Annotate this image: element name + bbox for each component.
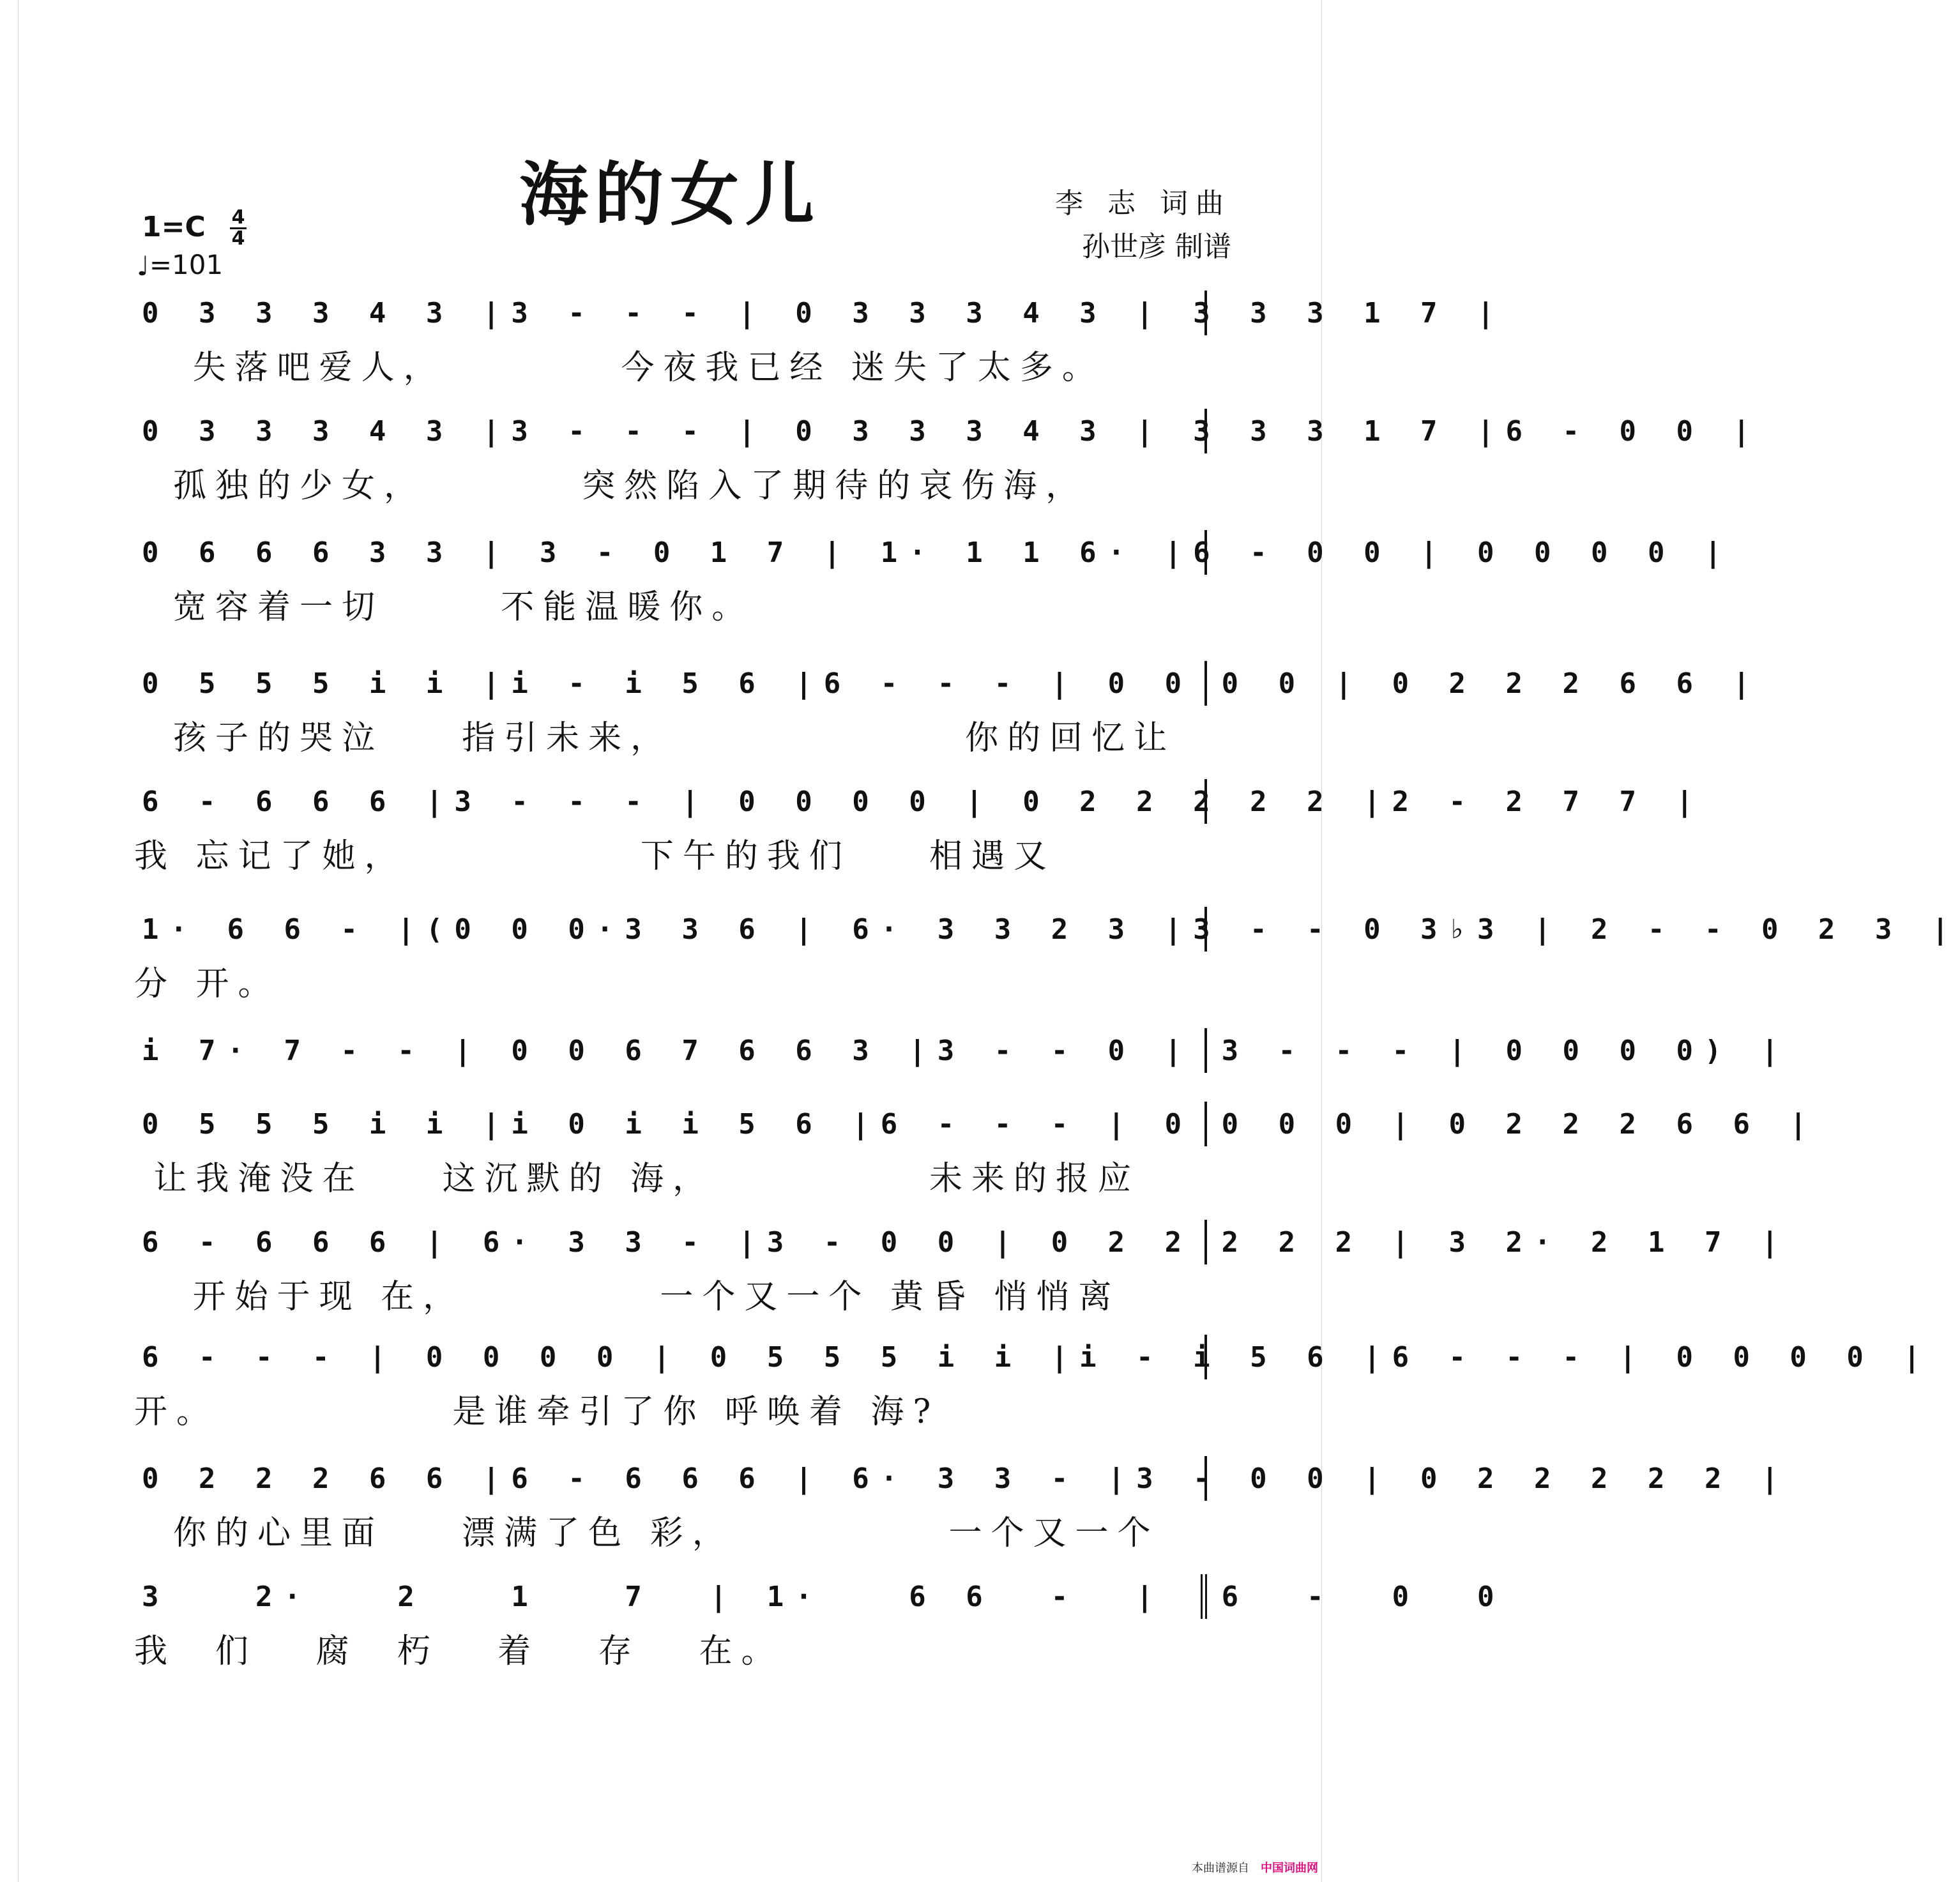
key-signature: 1=C	[142, 211, 206, 243]
score-line-3	[134, 530, 1733, 626]
lyrics: 你的心里面 漂满了色 彩， 一个又一个	[134, 1514, 1160, 1552]
score-line-1	[134, 291, 1506, 387]
credits	[1055, 182, 1231, 269]
lyrics: 让我淹没在 这沉默的 海， 未来的报应	[134, 1160, 1140, 1198]
notation: 0 3 3 3 4 3 |3 - - - | 0 3 3 3 4 3 | 3 3 3 1 7 |	[134, 291, 1207, 335]
notation: 6 - - - | 0 0 0 0 | 0 5 5 5 i i |i - i 5 6 |6 - - - | 0 0 0 0 |	[134, 1335, 1207, 1379]
score-line-12	[134, 1574, 1535, 1671]
time-signature	[230, 208, 247, 248]
lyrics: 分 开。	[134, 965, 280, 1003]
source-site-link[interactable]: 中国词曲网	[1261, 1862, 1318, 1875]
lyrics: 孩子的哭泣 指引未来， 你的回忆让	[134, 719, 1176, 757]
notation: 6 - 6 6 6 |3 - - - | 0 0 0 0 | 0 2 2 2 2 2 |2 - 2 7 7 |	[134, 779, 1207, 824]
source-footer	[1192, 1859, 1318, 1876]
transcriber: 孙世彦 制谱	[1082, 231, 1231, 263]
lyrics: 我 忘记了她， 下午的我们 相遇又	[134, 837, 1056, 876]
tempo-value: =101	[149, 249, 224, 280]
notation: 0 3 3 3 4 3 |3 - - - | 0 3 3 3 4 3 | 3 3 3 1 7 |6 - 0 0 |	[134, 409, 1207, 453]
source-label: 本曲谱源自	[1192, 1862, 1249, 1875]
notation: 0 5 5 5 i i |i 0 i i 5 6 |6 - - - | 0 0 0 0 | 0 2 2 2 6 6 |	[134, 1102, 1207, 1146]
lyrics: 开。 是谁牵引了你 呼唤着 海?	[134, 1393, 940, 1431]
lyrics: 宽容着一切 不能温暖你。	[134, 588, 754, 626]
score-line-8	[134, 1102, 1818, 1198]
score-line-5	[134, 779, 1705, 876]
time-signature-top: 4	[230, 208, 247, 229]
score-line-4	[134, 661, 1761, 757]
song-title: 海的女儿	[519, 155, 821, 235]
quarter-note-icon: ♩	[137, 250, 149, 282]
score-line-9	[134, 1220, 1790, 1316]
notation: 3 2· 2 1 7 | 1· 6 6 - | 6 - 0 0	[134, 1574, 1207, 1619]
tempo-marking	[137, 249, 223, 282]
lyrics: 开始于现 在， 一个又一个 黄昏 悄悄离	[134, 1278, 1121, 1316]
notation: 1· 6 6 - |(0 0 0·3 3 6 | 6· 3 3 2 3 |3 - - 0 3♭3 | 2 - - 0 2 3 |	[134, 907, 1207, 952]
score-line-2	[134, 409, 1761, 505]
lyrics: 我 们 腐 朽 着 存 在。	[134, 1632, 784, 1671]
time-signature-bottom: 4	[231, 227, 245, 250]
lyrics: 失落吧爱人， 今夜我已经 迷失了太多。	[134, 349, 1104, 387]
notation: 0 2 2 2 6 6 |6 - 6 6 6 | 6· 3 3 - |3 - 0 0 | 0 2 2 2 2 2 |	[134, 1456, 1207, 1501]
score-line-10	[134, 1335, 1932, 1431]
lyricist-composer: 李 志 词曲	[1055, 187, 1231, 220]
notation: 0 5 5 5 i i |i - i 5 6 |6 - - - | 0 0 0 0 | 0 2 2 2 6 6 |	[134, 661, 1207, 706]
score-line-6	[134, 907, 1960, 1003]
score-line-11	[134, 1456, 1790, 1552]
lyrics: 孤独的少女， 突然陷入了期待的哀伤海，	[134, 467, 1088, 505]
notation: i 7· 7 - - | 0 0 6 7 6 6 3 |3 - - 0 | 3 - - - | 0 0 0 0) |	[134, 1028, 1207, 1073]
notation: 6 - 6 6 6 | 6· 3 3 - |3 - 0 0 | 0 2 2 2 2 2 | 3 2· 2 1 7 |	[134, 1220, 1207, 1264]
notation: 0 6 6 6 3 3 | 3 - 0 1 7 | 1· 1 1 6· |6 - 0 0 | 0 0 0 0 |	[134, 530, 1207, 575]
left-watermark-strip	[0, 0, 19, 1882]
